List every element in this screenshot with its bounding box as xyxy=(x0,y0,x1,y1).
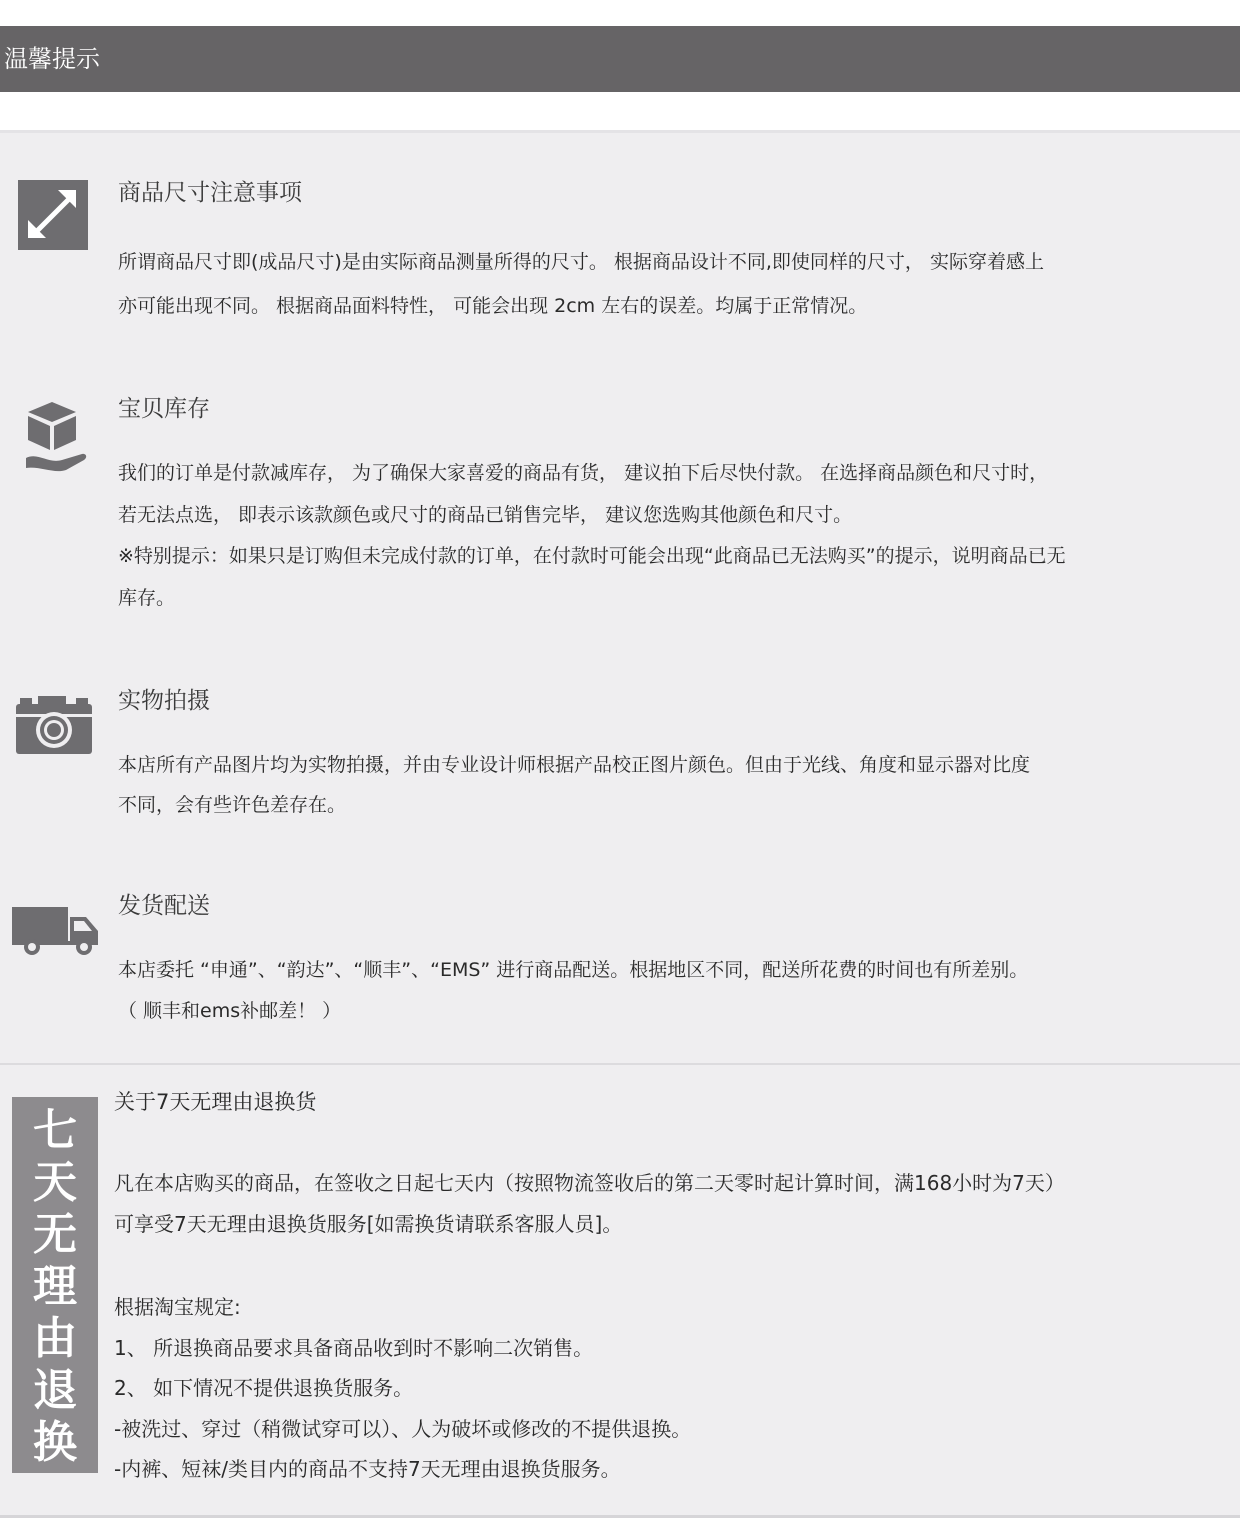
rule-item: -被洗过、穿过（稍微试穿可以）、人为破坏或修改的不提供退换。 xyxy=(114,1416,692,1441)
text-line: 若无法点选， 即表示该款颜色或尺寸的商品已销售完毕， 建议您选购其他颜色和尺寸。 xyxy=(118,503,853,526)
returns-title: 关于7天无理由退换货 xyxy=(114,1090,317,1114)
badge-char: 无 xyxy=(33,1209,77,1260)
rules-title: 根据淘宝规定: xyxy=(114,1295,241,1319)
badge-char: 由 xyxy=(33,1313,77,1364)
text-line: 本店委托 “申通”、“韵达”、“顺丰”、“EMS” 进行商品配送。根据地区不同，配送所花费的时间也有所差别。 xyxy=(118,959,1029,981)
text-line: ※特别提示：如果只是订购但未完成付款的订单，在付款时可能会出现“此商品已无法购买”的提示，说明商品已无 xyxy=(118,545,1066,567)
text-line: 本店所有产品图片均为实物拍摄，并由专业设计师根据产品校正图片颜色。但由于光线、角度和显示器对比度 xyxy=(118,754,1031,776)
section-title-photos: 实物拍摄 xyxy=(118,688,210,714)
text-line: 凡在本店购买的商品，在签收之日起七天内（按照物流签收后的第二天零时起计算时间，满168小时为7天） xyxy=(114,1171,1065,1195)
text-line: 亦可能出现不同。 根据商品面料特性， 可能会出现 2cm 左右的误差。均属于正常情况。 xyxy=(118,295,868,317)
rule-item: -内裤、短袜/类目内的商品不支持7天无理由退换货服务。 xyxy=(114,1457,621,1481)
header-bar xyxy=(0,26,1240,92)
section-divider xyxy=(0,1063,1240,1065)
section-title-size: 商品尺寸注意事项 xyxy=(118,180,302,206)
truck-icon xyxy=(12,905,100,955)
text-line: 可享受7天无理由退换货服务[如需换货请联系客服人员]。 xyxy=(114,1212,623,1236)
box-in-hand-icon xyxy=(22,400,88,472)
badge-char: 换 xyxy=(33,1417,77,1468)
badge-char: 理 xyxy=(33,1261,77,1312)
section-title-shipping: 发货配送 xyxy=(118,893,210,919)
section-text-stock xyxy=(118,453,1066,619)
section-text-photos xyxy=(118,745,1030,825)
resize-arrow-icon xyxy=(18,180,88,250)
text-line: （ 顺丰和ems补邮差！ ） xyxy=(118,1000,342,1022)
returns-intro xyxy=(114,1163,1065,1245)
page-title: 温馨提示 xyxy=(4,45,100,73)
badge-char: 退 xyxy=(33,1365,77,1416)
camera-icon xyxy=(16,694,92,754)
badge-char: 天 xyxy=(33,1157,77,1208)
rule-item: 1、 所退换商品要求具备商品收到时不影响二次销售。 xyxy=(114,1335,594,1360)
text-line: 我们的订单是付款减库存， 为了确保大家喜爱的商品有货， 建议拍下后尽快付款。 在选择商品颜色和尺寸时， xyxy=(118,462,1049,484)
panel-top-border xyxy=(0,130,1240,133)
returns-rules xyxy=(114,1287,691,1490)
text-line: 不同，会有些许色差存在。 xyxy=(118,794,347,816)
section-text-shipping xyxy=(118,950,1028,1032)
text-line: 库存。 xyxy=(118,586,176,609)
section-title-stock: 宝贝库存 xyxy=(118,396,210,422)
section-text-size xyxy=(118,240,1044,328)
text-line: 所谓商品尺寸即(成品尺寸)是由实际商品测量所得的尺寸。 根据商品设计不同,即使同样的尺寸， 实际穿着感上 xyxy=(118,251,1044,273)
rule-item: 2、 如下情况不提供退换货服务。 xyxy=(114,1376,414,1400)
badge-char: 七 xyxy=(33,1105,77,1156)
seven-day-return-badge xyxy=(12,1097,98,1473)
bottom-border xyxy=(0,1515,1240,1518)
